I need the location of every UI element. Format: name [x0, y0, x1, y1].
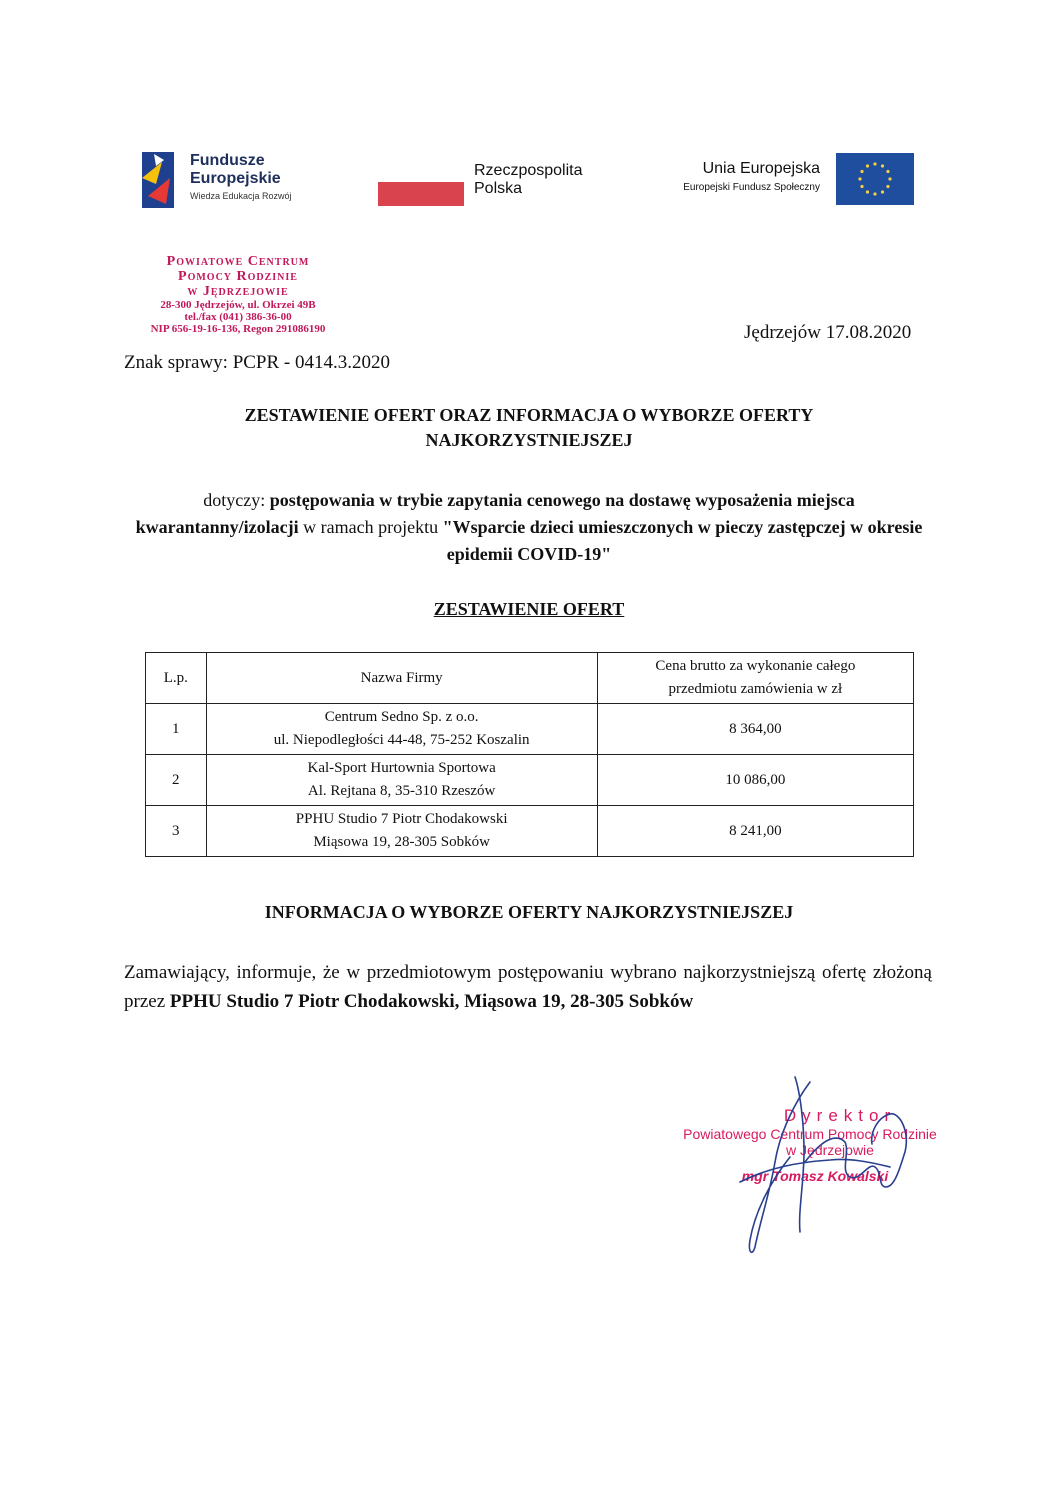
row-name-line2: Al. Rejtana 8, 35-310 Rzeszów [307, 783, 496, 799]
subject-paragraph [130, 487, 928, 568]
director-stamp-title: Dyrektor [783, 1106, 897, 1125]
eu-star-icon [866, 190, 869, 193]
eu-star-icon [873, 162, 876, 165]
table-row [146, 806, 914, 857]
row-price: 8 364,00 [597, 704, 913, 755]
title-line1: ZESTAWIENIE OFERT ORAZ INFORMACJA O WYBORZE OFERTY [244, 405, 814, 425]
eu-star-icon [886, 170, 889, 173]
row-name-line1: Centrum Sedno Sp. z o.o. [324, 709, 479, 725]
row-name [206, 806, 597, 857]
eu-star-icon [888, 177, 891, 180]
row-lp: 1 [146, 704, 207, 755]
eu-star-icon [860, 170, 863, 173]
row-price: 10 086,00 [597, 755, 913, 806]
eu-star-icon [860, 185, 863, 188]
selection-info-paragraph [124, 958, 932, 1016]
eu-star-icon [866, 164, 869, 167]
eu-line1: Unia Europejska [702, 160, 820, 177]
row-lp: 2 [146, 755, 207, 806]
eu-star-icon [858, 177, 861, 180]
rzeczpospolita-polska-text [474, 162, 583, 198]
offers-table [145, 652, 914, 857]
pl-line2: Polska [474, 180, 523, 197]
handwritten-signature [700, 1072, 930, 1262]
header-price-line2: przedmiotu zamówienia w zł [668, 681, 843, 697]
row-name [206, 704, 597, 755]
header-name: Nazwa Firmy [206, 653, 597, 704]
header-price-line1: Cena brutto za wykonanie całego [655, 658, 856, 674]
stamp-nip: NIP 656-19-16-136, Regon 291086190 [150, 323, 326, 335]
table-row [146, 755, 914, 806]
stamp-address: 28-300 Jędrzejów, ul. Okrzei 49B [160, 299, 316, 311]
stamp-phone: tel./fax (041) 386-36-00 [184, 311, 292, 323]
unia-europejska-text [648, 160, 820, 193]
eu-star-icon [886, 185, 889, 188]
document-title [120, 403, 938, 453]
info-bold: PPHU Studio 7 Piotr Chodakowski, Miąsowa 19, 28-305 Sobków [169, 991, 694, 1012]
eu-star-icon [881, 164, 884, 167]
row-lp: 3 [146, 806, 207, 857]
selection-section-title: INFORMACJA O WYBORZE OFERTY NAJKORZYSTNIEJSZEJ [264, 902, 794, 922]
row-name [206, 755, 597, 806]
stamp-line1: Powiatowe Centrum [166, 254, 310, 269]
subject-mid: w ramach projektu [298, 517, 443, 537]
eu-star-icon [873, 192, 876, 195]
eu-flag-icon [836, 153, 914, 205]
title-line2: NAJKORZYSTNIEJSZEJ [425, 430, 633, 450]
document-date: Jędrzejów 17.08.2020 [744, 322, 912, 343]
table-row [146, 704, 914, 755]
fundusze-europejskie-text [190, 152, 292, 201]
subject-project: "Wsparcie dzieci umieszczonych w pieczy zastępczej w okresie epidemii COVID-19" [442, 517, 923, 564]
row-name-line1: PPHU Studio 7 Piotr Chodakowski [295, 811, 508, 827]
offers-section-title: ZESTAWIENIE OFERT [433, 599, 625, 619]
institution-stamp [118, 254, 358, 335]
subject-bold: postępowania w trybie zapytania cenowego na dostawę wyposażenia miejsca kwarantanny/izolacji [135, 490, 855, 537]
row-name-line2: ul. Niepodległości 44-48, 75-252 Koszalin [273, 732, 530, 748]
table-header-row [146, 653, 914, 704]
fe-tagline: Wiedza Edukacja Rozwój [190, 191, 292, 201]
row-price: 8 241,00 [597, 806, 913, 857]
info-text: Zamawiający, informuje, że w przedmiotowym postępowaniu wybrano najkorzystniejszą ofertę złożoną przez [124, 962, 932, 1012]
polish-flag-icon [378, 182, 464, 206]
pl-line1: Rzeczpospolita [474, 162, 583, 179]
eu-star-icon [881, 190, 884, 193]
director-stamp-name: mgr Tomasz Kowalski [741, 1168, 889, 1184]
stamp-line2: Pomocy Rodzinie [178, 269, 298, 284]
header-lp: L.p. [146, 653, 207, 704]
row-name-line2: Miąsowa 19, 28-305 Sobków [313, 834, 490, 850]
director-stamp-institution: Powiatowego Centrum Pomocy Rodzinie [683, 1126, 937, 1142]
row-name-line1: Kal-Sport Hurtownia Sportowa [307, 760, 496, 776]
case-number: Znak sprawy: PCPR - 0414.3.2020 [124, 352, 390, 373]
fe-title-line2: Europejskie [190, 170, 281, 187]
header-price [597, 653, 913, 704]
fe-title-line1: Fundusze [190, 152, 265, 169]
stamp-line3: w Jędrzejowie [187, 284, 289, 299]
director-stamp-city: w Jędrzejowie [786, 1142, 874, 1158]
subject-prefix: dotyczy: [203, 490, 270, 510]
eu-line2: Europejski Fundusz Społeczny [683, 182, 820, 193]
